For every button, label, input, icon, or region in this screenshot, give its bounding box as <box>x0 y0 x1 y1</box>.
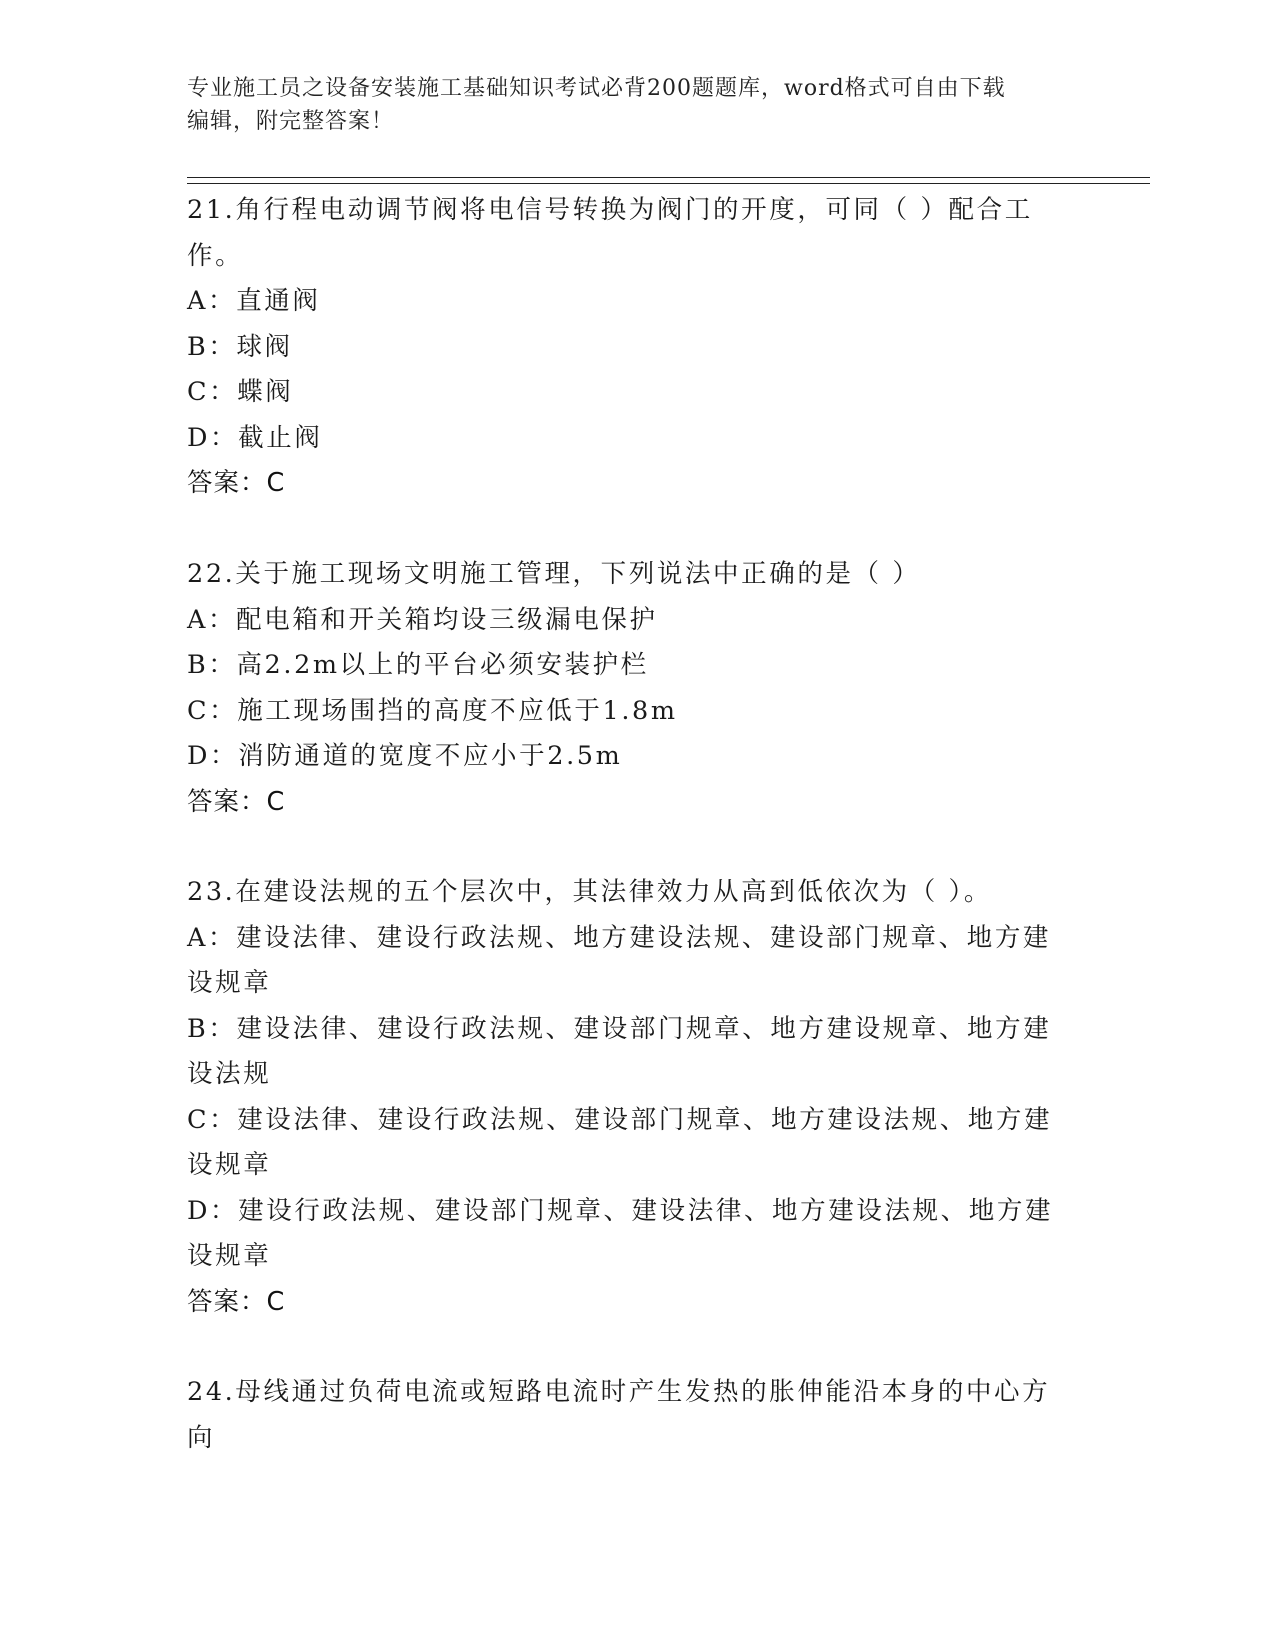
option-a: A：直通阀 <box>187 286 321 316</box>
option-d: D：截止阀 <box>187 422 323 453</box>
question-21 <box>187 188 1067 507</box>
option-d: D：消防通道的宽度不应小于2.5m <box>187 741 623 771</box>
header-divider-top <box>187 177 1150 178</box>
option-c: C：蝶阀 <box>187 377 294 407</box>
header-divider-bottom <box>187 183 1150 184</box>
question-stem: 21.角行程电动调节阀将电信号转换为阀门的开度，可同（ ）配合工作。 <box>187 195 1033 271</box>
answer-label: 答案：C <box>187 1286 286 1317</box>
question-stem: 23.在建设法规的五个层次中，其法律效力从高到低依次为（ ）。 <box>187 877 993 907</box>
option-b: B：高2.2m以上的平台必须安装护栏 <box>187 650 649 680</box>
answer-label: 答案：C <box>187 468 286 498</box>
option-b: B：球阀 <box>187 331 293 362</box>
question-stem: 22.关于施工现场文明施工管理，下列说法中正确的是（ ） <box>187 559 921 589</box>
answer-label: 答案：C <box>187 786 286 817</box>
option-a: A：建设法律、建设行政法规、地方建设法规、建设部门规章、地方建设规章 <box>187 922 1052 998</box>
option-c: C：施工现场围挡的高度不应低于1.8m <box>187 695 678 726</box>
question-24 <box>187 1370 1067 1461</box>
question-23 <box>187 870 1067 1325</box>
header-title-line-1: 专业施工员之设备安装施工基础知识考试必背200题题库，word格式可自由下载 <box>187 76 1006 101</box>
option-a: A：配电箱和开关箱均设三级漏电保护 <box>187 604 658 635</box>
header-title-line-2: 编辑，附完整答案！ <box>187 109 395 134</box>
option-b: B：建设法律、建设行政法规、建设部门规章、地方建设规章、地方建设法规 <box>187 1013 1052 1089</box>
option-c: C：建设法律、建设行政法规、建设部门规章、地方建设法规、地方建设规章 <box>187 1104 1053 1180</box>
question-stem: 24.母线通过负荷电流或短路电流时产生发热的胀伸能沿本身的中心方向 <box>187 1377 1051 1453</box>
document-header <box>187 72 1067 138</box>
question-22 <box>187 552 1067 825</box>
option-d: D：建设行政法规、建设部门规章、建设法律、地方建设法规、地方建设规章 <box>187 1195 1054 1271</box>
